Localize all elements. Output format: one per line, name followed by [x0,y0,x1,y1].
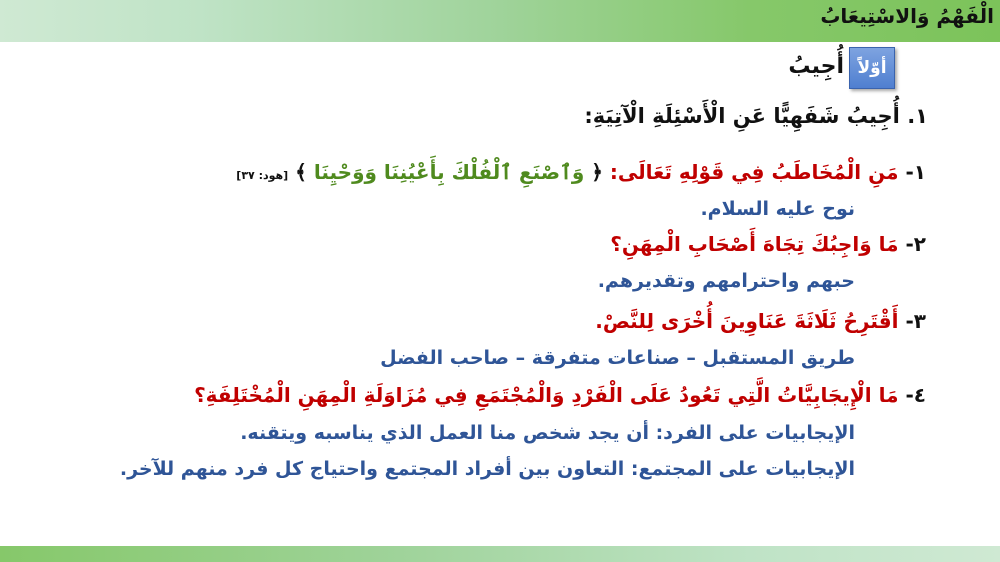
question-1-number: ١- [905,160,926,184]
answer-1: نوح عليه السلام. [700,198,855,220]
question-3 [595,309,926,333]
footer-band [0,546,1000,562]
question-2-number: ٢- [905,232,926,256]
quran-verse: وَٱصْنَعِ ٱلْفُلْكَ بِأَعْيُنِنَا وَوَحْيِنَا [313,160,585,184]
question-4-text: مَا الْإِيجَابِيَّاتُ الَّتِي تَعُودُ عَلَى الْفَرْدِ وَالْمُجْتَمَعِ فِي مُزَاوَلَةِ الْمِهَنِ الْمُخْتَلِفَةِ؟ [194,383,899,407]
verse-open-bracket: ﴿ [591,160,603,184]
section-badge: أوّلاً [849,47,895,89]
verse-close-bracket: ﴾ [295,160,307,184]
question-2-text: مَا وَاجِبُكَ تِجَاهَ أَصْحَابِ الْمِهَنِ؟ [610,232,899,256]
instruction-text: أُجِيبُ شَفَهِيًّا عَنِ الْأَسْئِلَةِ الْآتِيَةِ: [584,104,900,128]
question-4 [194,383,926,407]
instruction-number: ١. [907,104,928,128]
question-3-number: ٣- [905,309,926,333]
section-title: أُجِيبُ [788,54,844,79]
page-title: الْفَهْمُ وَالاسْتِيعَابُ [820,4,994,28]
question-4-number: ٤- [905,383,926,407]
question-1-prefix: مَنِ الْمُخَاطَبُ فِي قَوْلِهِ تَعَالَى: [609,160,899,184]
instruction-line [584,104,928,128]
answer-2: حبهم واحترامهم وتقديرهم. [597,270,855,292]
answer-4-individual: الإيجابيات على الفرد: أن يجد شخص منا العمل الذي يناسبه ويتقنه. [240,422,855,444]
question-1 [236,160,926,184]
question-2 [610,232,926,256]
question-3-text: أَقْتَرِحُ ثَلَاثَةَ عَنَاوِينَ أُخْرَى لِلنَّصْ. [595,309,899,333]
verse-reference: [هود: ٣٧] [236,169,289,182]
answer-4-society: الإيجابيات على المجتمع: التعاون بين أفراد المجتمع واحتياج كل فرد منهم للآخر. [119,458,855,480]
answer-3: طريق المستقبل – صناعات متفرقة – صاحب الفضل [380,347,855,369]
